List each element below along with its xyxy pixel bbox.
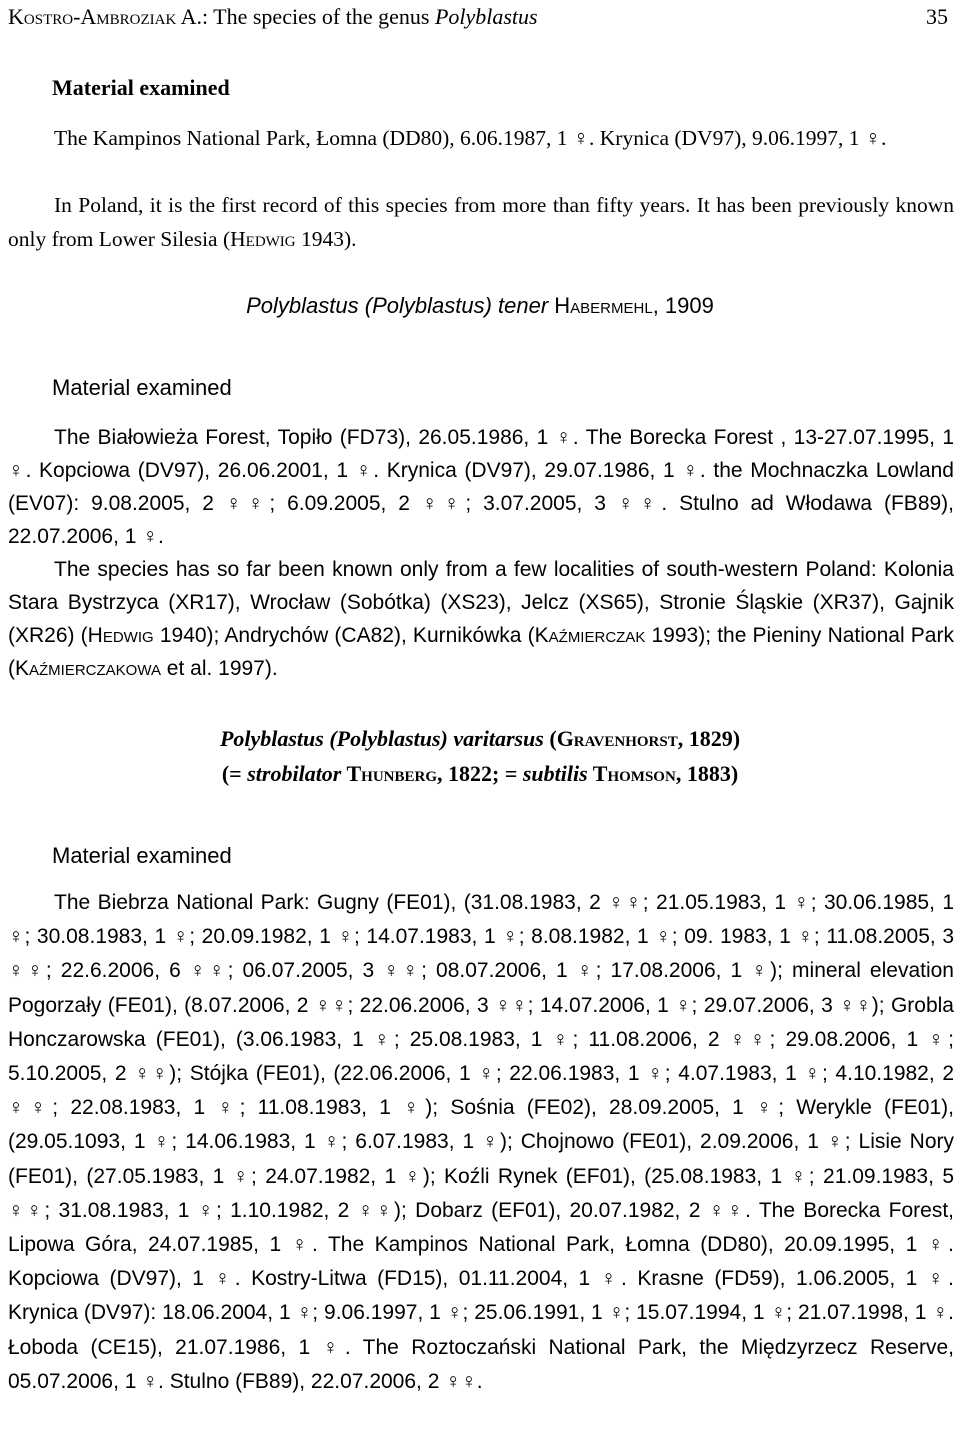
- species-name-tener: Polyblastus (Polyblastus) tener: [246, 293, 549, 318]
- species-title-varitarsus: [0, 722, 960, 756]
- species-title-tener: [0, 289, 960, 323]
- species-year-varitarsus: , 1829): [677, 726, 741, 751]
- remark-tener-b: 1940); Andrychów (CA82), Kurnikówka (: [153, 624, 535, 647]
- species-synonyms-varitarsus: [0, 757, 960, 791]
- material-examined-heading-2: Material examined: [52, 375, 232, 400]
- material-paragraph-tener: The Białowieża Forest, Topiło (FD73), 26.05.1986, 1 ♀. The Borecka Forest , 13-27.07.1995, 1 ♀. Kopciowa (DV97), 26.06.2001, 1 ♀. Krynica (DV97), 29.07.1986, 1 ♀. the Mochnaczka Lowland (EV07): 9.08.2005, 2 ♀♀; 6.09.2005, 2 ♀♀; 3.07.2005, 3 ♀♀. Stulno ad Włodawa (FB89), 22.07.2006, 1 ♀.: [8, 426, 954, 548]
- material-paragraph-varitarsus: The Biebrza National Park: Gugny (FE01), (31.08.1983, 2 ♀♀; 21.05.1983, 1 ♀; 30.06.1985, 1 ♀; 30.08.1983, 1 ♀; 20.09.1982, 1 ♀; 14.07.1983, 1 ♀; 8.08.1982, 1 ♀; 09. 1983, 1 ♀; 11.08.2005, 3 ♀♀; 22.6.2006, 6 ♀♀; 06.07.2005, 3 ♀♀; 08.07.2006, 1 ♀; 17.08.2006, 1 ♀); mineral elevation Pogorzały (FE01), (8.07.2006, 2 ♀♀; 22.06.2006, 3 ♀♀; 14.07.2006, 1 ♀; 29.07.2006, 3 ♀♀); Grobla Honczarowska (FE01), (3.06.1983, 1 ♀; 25.08.1983, 1 ♀; 11.08.2006, 2 ♀♀; 29.08.2006, 1 ♀; 5.10.2005, 2 ♀♀); Stójka (FE01), (22.06.2006, 1 ♀; 22.06.1983, 1 ♀; 4.07.1983, 1 ♀; 4.10.1982, 2 ♀♀; 22.08.1983, 1 ♀; 11.08.1983, 1 ♀); Sośnia (FE02), 28.09.2005, 1 ♀; Werykle (FE01), (29.05.1093, 1 ♀; 14.06.1983, 1 ♀; 6.07.1983, 1 ♀); Chojnowo (FE01), 2.09.2006, 1 ♀; Lisie Nory (FE01), (27.05.1983, 1 ♀; 24.07.1982, 1 ♀); Koźli Rynek (EF01), (25.08.1983, 1 ♀; 21.09.1983, 5 ♀♀; 31.08.1983, 1 ♀; 1.10.1982, 2 ♀♀); Dobarz (EF01), 20.07.1982, 2 ♀♀. The Borecka Forest, Lipowa Góra, 24.07.1985, 1 ♀. The Kampinos National Park, Łomna (DD80), 20.09.1995, 1 ♀. Kopciowa (DV97), 1 ♀. Kostry-Litwa (FD15), 01.11.2004, 1 ♀. Krasne (FD59), 1.06.2005, 1 ♀. Krynica (DV97): 18.06.2004, 1 ♀; 9.06.1997, 1 ♀; 25.06.1991, 1 ♀; 15.07.1994, 1 ♀; 21.07.1998, 1 ♀. Łoboda (CE15), 21.07.1986, 1 ♀. The Roztoczański National Park, the Międzyrzecz Reserve, 05.07.2006, 1 ♀. Stulno (FB89), 22.07.2006, 2 ♀♀.: [8, 891, 954, 1393]
- material-examined-heading-3: Material examined: [52, 843, 232, 868]
- syn1-year: , 1822; =: [437, 761, 523, 786]
- remark-1-text: In Poland, it is the first record of this species from more than fifty years. It has been previously known only from Lower Silesia (: [8, 193, 954, 251]
- syn1-name: strobilator: [247, 761, 342, 786]
- remark-tener-ref1: Hedwig: [87, 624, 154, 647]
- running-header: [8, 2, 952, 32]
- syn2-name: subtilis: [522, 761, 588, 786]
- remark-tener-a: The species has so far been known only from a few localities of south-western Poland: Kolonia Stara Bystrzyca (XR17), Wrocław (Sobótka) (XS23), Jelcz (XS65), Stronie Śląskie (XR37), Gajnik (XR26) (: [8, 558, 954, 647]
- syn2-author: Thomson: [587, 761, 676, 786]
- species-author-tener: Habermehl: [554, 293, 653, 318]
- header-title-prefix: : The species of the genus: [201, 4, 435, 29]
- remark-tener-ref2: Kaźmierczak: [534, 624, 646, 647]
- syn-open: (=: [221, 761, 248, 786]
- remark-paragraph-1: [8, 189, 954, 256]
- header-genus: Polyblastus: [434, 4, 538, 29]
- material-examined-heading-1: Material examined: [52, 75, 230, 100]
- remark-paragraph-tener: [8, 553, 954, 685]
- syn1-author: Thunberg: [341, 761, 437, 786]
- species-author-varitarsus: Gravenhorst: [556, 726, 678, 751]
- species-name-varitarsus: Polyblastus (Polyblastus) varitarsus: [219, 726, 544, 751]
- header-author: Kostro-Ambroziak A.: [8, 4, 202, 29]
- remark-tener-d: et al. 1997).: [160, 657, 278, 680]
- remark-1-end: 1943).: [295, 226, 357, 251]
- remark-tener-c: 1993); the Pieniny National Park (: [8, 624, 954, 680]
- remark-1-ref: Hedwig: [230, 226, 296, 251]
- species-author-open-varitarsus: (: [543, 726, 557, 751]
- syn2-year: , 1883): [675, 761, 739, 786]
- remark-tener-ref3: Kaźmierczakowa: [15, 657, 161, 680]
- page-number: 35: [926, 4, 948, 29]
- header-title: [8, 2, 538, 32]
- material-paragraph-1: The Kampinos National Park, Łomna (DD80), 6.06.1987, 1 ♀. Krynica (DV97), 9.06.1997, 1 ♀.: [54, 126, 887, 150]
- species-year-tener: , 1909: [652, 293, 714, 318]
